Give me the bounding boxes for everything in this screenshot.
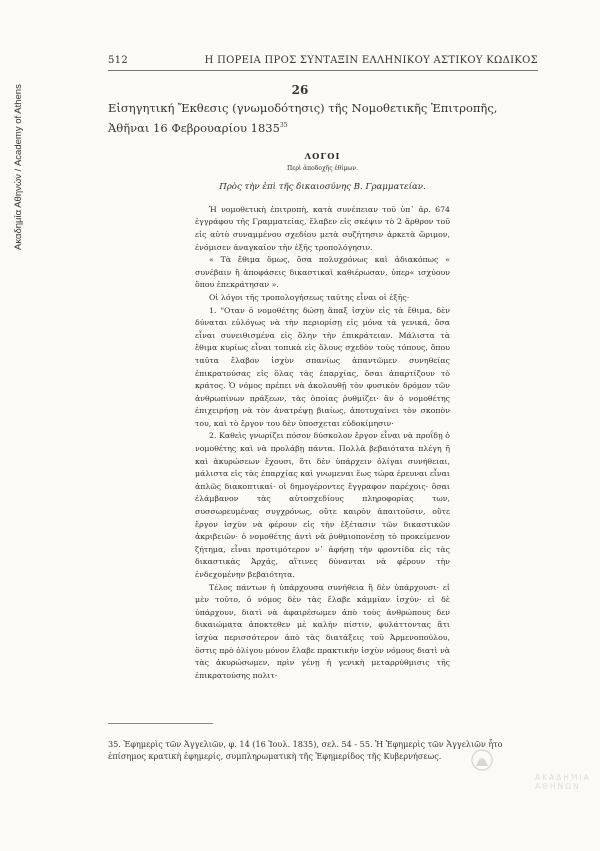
scan-addressee: Πρὸς τὴν ἐπὶ τῆς δικαιοσύνης Β. Γραμματείαν. xyxy=(219,182,426,193)
footnote: 35. Ἐφημερὶς τῶν Ἀγγελιῶν, φ. 14 (16 Ἰουλ. 1835), σελ. 54 - 55. Ἡ Ἐφημερὶς τῶν Ἀγγελιῶν ἦτο ἐπίσημος κρατικὴ ἐφημερίς, συμπληρωματικὴ τῆς Ἐφημερίδος τῆς Κυβερνήσεως. xyxy=(108,739,503,761)
scan-paragraph: 2. Καθεὶς γνωρίζει πόσον δύσκολον ἔργον εἶναι νὰ προΐδῃ ὁ νομοθέτης καὶ νὰ προλάβῃ πάντα. Πολλὰ βεβαιότατα πλέγη ἤ καὶ ἀκυρώσεων ἔχουσι, ὅτι δὲν ὑπάρχειν ὀλίγαι συνήθειαι, μάλιστα εἰς τὰς ἐπαρχίας καὶ γνωμεναι ἕως τώρα ἐρευναι εἶναι ἀπλῶς διακοπτικαί· οἱ δημογέροντες ἔγγραφον παρέχοις· ὅσαι ἐλάμβανον τὰς αὐτοσχεδίους πληροφορίας των, συσσωρευμένας συγχρόνως, οὔτε καιρὸν ἀπαιτοῦσιν, οὔτε ἔργον ἰσχὺν νὰ φέρουν εἰς τὴν ἐξέτασιν τῶν δικαστικῶν ἀκριβειῶν· ὁ νομοθέτης ἀντὶ νὰ ῥυθμιοπονέσῃ τὸ προκείμενον ζήτημα, εἶναι προτιμότερον ν᾽ ἀφήσῃ τὴν φροντίδα εἰς τὰς δικαστικὰς Ἀρχάς, αἵτινες δύνανται νὰ φέρουν τὴν ἐνδεχομένην βεβαιότητα. xyxy=(195,431,450,579)
watermark-text: ΑΚΑΔΗΜΙΑ ΑΘΗΝΩΝ xyxy=(535,773,591,791)
scan-heading: ΛΟΓΟΙ xyxy=(304,151,341,161)
footnote-rule xyxy=(108,723,213,724)
scanned-document xyxy=(195,150,450,695)
academy-logo-icon xyxy=(430,748,535,790)
document-title-text: Εἰσηγητική Ἔκθεσις (γνωμοδότησις) τῆς Νομοθετικῆς Ἐπιτροπῆς, Ἀθῆναι 16 Φεβρουαρίου 1835 xyxy=(108,101,498,135)
side-label-text: Ακαδημία Αθηνών / Academy of Athens xyxy=(13,84,24,250)
scan-subheading: Περὶ ἀποδοχῆς ἐθίμων. xyxy=(287,164,358,172)
running-title: Η ΠΟΡΕΙΑ ΠΡΟΣ ΣΥΝΤΑΞΙΝ ΕΛΛΗΝΙΚΟΥ ΑΣΤΙΚΟΥ ΚΩΔΙΚΟΣ xyxy=(204,55,538,66)
scan-paragraph: Οἱ λόγοι τῆς τροπολογήσεως ταύτης εἶναι οἱ ἑξῆς· xyxy=(209,292,410,302)
page-number: 512 xyxy=(108,55,128,66)
section-number: 26 xyxy=(291,83,309,97)
document-title xyxy=(108,100,538,137)
academy-watermark xyxy=(430,748,591,791)
running-header xyxy=(108,55,538,66)
scan-paragraph: 1. "Οταν ὁ νομοθέτης δώσῃ ἅπαξ ἰσχὺν εἰς τὰ ἔθιμα, δὲν δύναται εὐλόγως νὰ τὴν περιορίσῃ εἰς μόνα τὰ γενικά, ὅσα εἶναι συνειθισμένα εἰς ὅλην τὴν ἐπικράτειαν. Μάλιστα τὰ ἔθιμα κυρίως εἶναι τοπικὰ εἰς ὅλους σχεδὸν τοὺς τόπους, ὅπου ταῦτα ἔλαβον ἰσχὺν σπανίως ἀπαντῶμεν συνηθείας ἐπικρατούσας εἰς ὅλας τὰς ἐπαρχίας, ὅσαι ἀπαρτίζουν τὸ κράτος. Ὁ νόμος πρέπει νὰ ἀκολουθῇ τὸν φυσικὸν δρόμον τῶν ἀνθρωπίνων πράξεων, τὰς ὁποίας ῥυθμίζει· ἂν ὁ νομοθέτης ἐπιχειρήσῃ νὰ τὸν ἀνατρέψῃ βιαίως, ἀποτυχαίνει τὸν σκοπὸν του, καὶ τὸ ἔργον του δὲν ὑποσχεται εὐδοκίμησιν· xyxy=(195,305,450,428)
scan-paragraph: « Τὰ ἔθιμα ὅμως, ὅσα πολυχρόνως καὶ ἀδιακόπως « συνέβαιν ἢ ἀποφάσεις δικαστικαὶ καθιέρωσαν, ὑπερ« ισχύουν ὅπου ἐπεκράτησαν ». xyxy=(195,255,450,290)
scan-paragraph: Ἡ νομοθετικὴ ἐπιτροπὴ, κατὰ συνέπειαν τοῦ ὑπ᾽ ἀρ. 674 ἐγγράφου τῆς Γραμματείας, ἔλαβεν εἰς σκέψιν τὸ 2 ἄρθρον τοῦ εἰς αὐτὸ συναμμένου σχεδίου μετὰ συζήτησιν ἀρκετὰ ὥριμον, ἐνόμισεν ἀναγκαῖον τὴν ἑξῆς τροπολόγησιν. xyxy=(195,204,450,252)
header-rule xyxy=(108,70,538,71)
scan-paragraph: Τέλος πάντων ἡ ὑπάρχουσα συνήθεια ἢ δὲν ὑπάρχουσι· εἰ μὲν τοῦτο, ὁ νόμος δὲν τὰς ἔλαβε κάμμίαν ἰσχύν· εἰ δὲ ὑπάρχουν, διατὶ νὰ ἀφαιρέσωμεν ἀπὸ τοὺς ἀνθρώπους δεν δικαιώματα ἀποκτεθεν μὲ καλὴν πίστιν, φυλάττοντας ἅτι ἰσχύα περισσότερον ἀπὸ τὰς διατάξεις τοῦ Ἀρμενοπούλου, ὅστις πρὸ ὀλίγου μόνον ἔλαβε πρακτικὴν ἰσχὺν νόμους διατὶ νὰ τὰς ἀκυρώσωμεν, πρὶν γένῃ ἡ γενικὴ μεταρρύθμισις τῆς ἐπικρατούσης πολιτ- xyxy=(195,582,450,680)
footnote-ref: 35 xyxy=(279,122,288,129)
side-label xyxy=(13,40,27,250)
